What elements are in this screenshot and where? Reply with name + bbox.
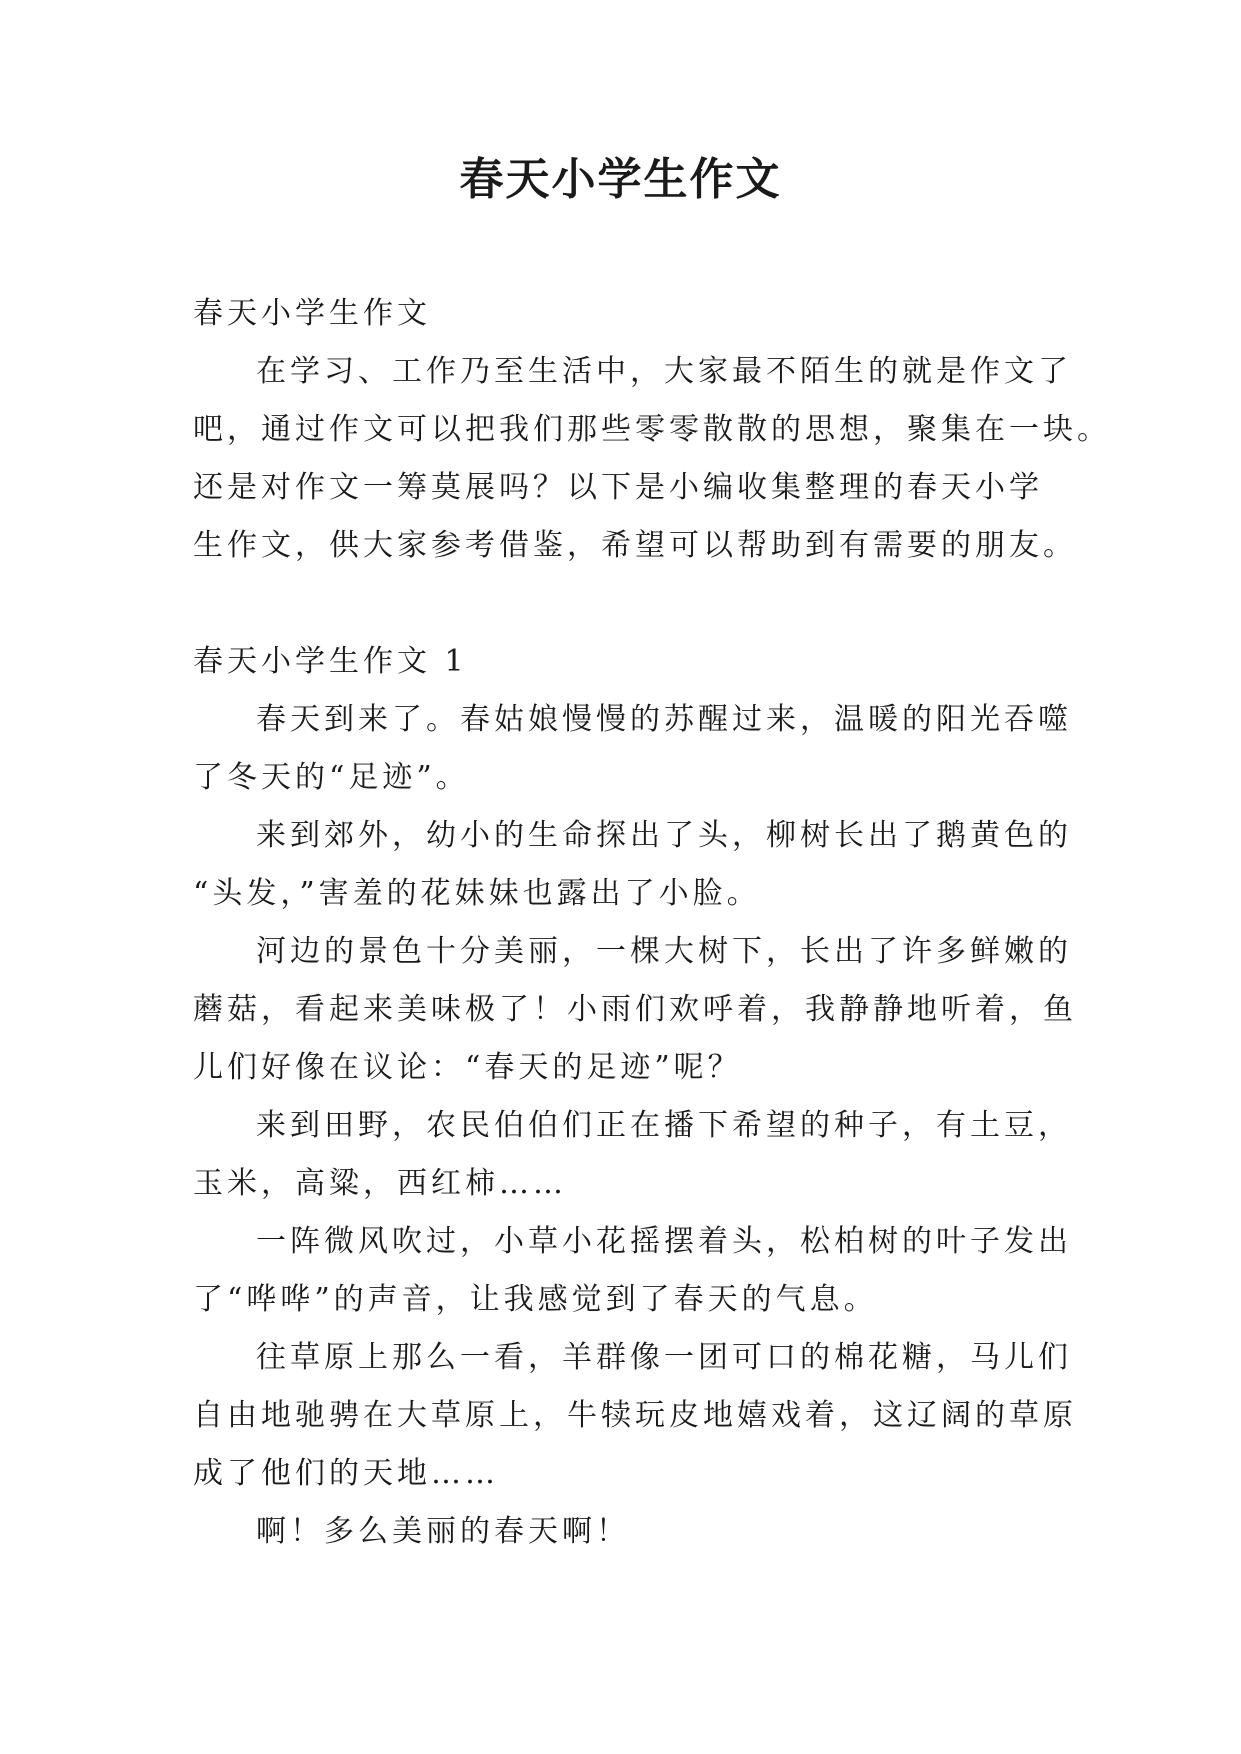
- paragraph-line: 来到田野，农民伯伯们正在播下希望的种子，有土豆，: [256, 1108, 1072, 1143]
- section-gap: [193, 575, 1061, 633]
- paragraph-line: 了冬天的“足迹”。: [193, 760, 470, 795]
- essay-heading: 春天小学生作文 1: [193, 644, 468, 679]
- document-body: [193, 285, 1111, 1561]
- document-title: 春天小学生作文: [459, 154, 782, 205]
- intro-line: 吧，通过作文可以把我们那些零零散散的思想，聚集在一块。: [193, 412, 1111, 447]
- intro-line: 还是对作文一筹莫展吗？以下是小编收集整理的春天小学: [193, 470, 1043, 505]
- paragraph-line: 一阵微风吹过，小草小花摇摆着头，松柏树的叶子发出: [256, 1224, 1072, 1259]
- paragraph-line: 玉米，高粱，西红柿……: [193, 1166, 567, 1201]
- paragraph-line: 河边的景色十分美丽，一棵大树下，长出了许多鲜嫩的: [256, 934, 1072, 969]
- intro-line: 在学习、工作乃至生活中，大家最不陌生的就是作文了: [256, 354, 1072, 389]
- paragraph-line: 自由地驰骋在大草原上，牛犊玩皮地嬉戏着，这辽阔的草原: [193, 1398, 1077, 1433]
- paragraph-line: 儿们好像在议论：“春天的足迹”呢？: [193, 1050, 742, 1085]
- paragraph-line: 往草原上那么一看，羊群像一团可口的棉花糖，马儿们: [256, 1340, 1072, 1375]
- paragraph-line: 来到郊外，幼小的生命探出了头，柳树长出了鹅黄色的: [256, 818, 1072, 853]
- paragraph-line: 啊！多么美丽的春天啊！: [256, 1514, 630, 1549]
- intro-heading: 春天小学生作文: [193, 296, 431, 331]
- paragraph-line: 了“哗哗”的声音，让我感觉到了春天的气息。: [193, 1282, 878, 1317]
- paragraph-line: 蘑菇，看起来美味极了！小雨们欢呼着，我静静地听着，鱼: [193, 992, 1077, 1027]
- paragraph-line: 成了他们的天地……: [193, 1456, 499, 1491]
- intro-line: 生作文，供大家参考借鉴，希望可以帮助到有需要的朋友。: [193, 528, 1077, 563]
- paragraph-line: “头发，”害羞的花妹妹也露出了小脸。: [193, 876, 761, 911]
- paragraph-line: 春天到来了。春姑娘慢慢的苏醒过来，温暖的阳光吞噬: [256, 702, 1072, 737]
